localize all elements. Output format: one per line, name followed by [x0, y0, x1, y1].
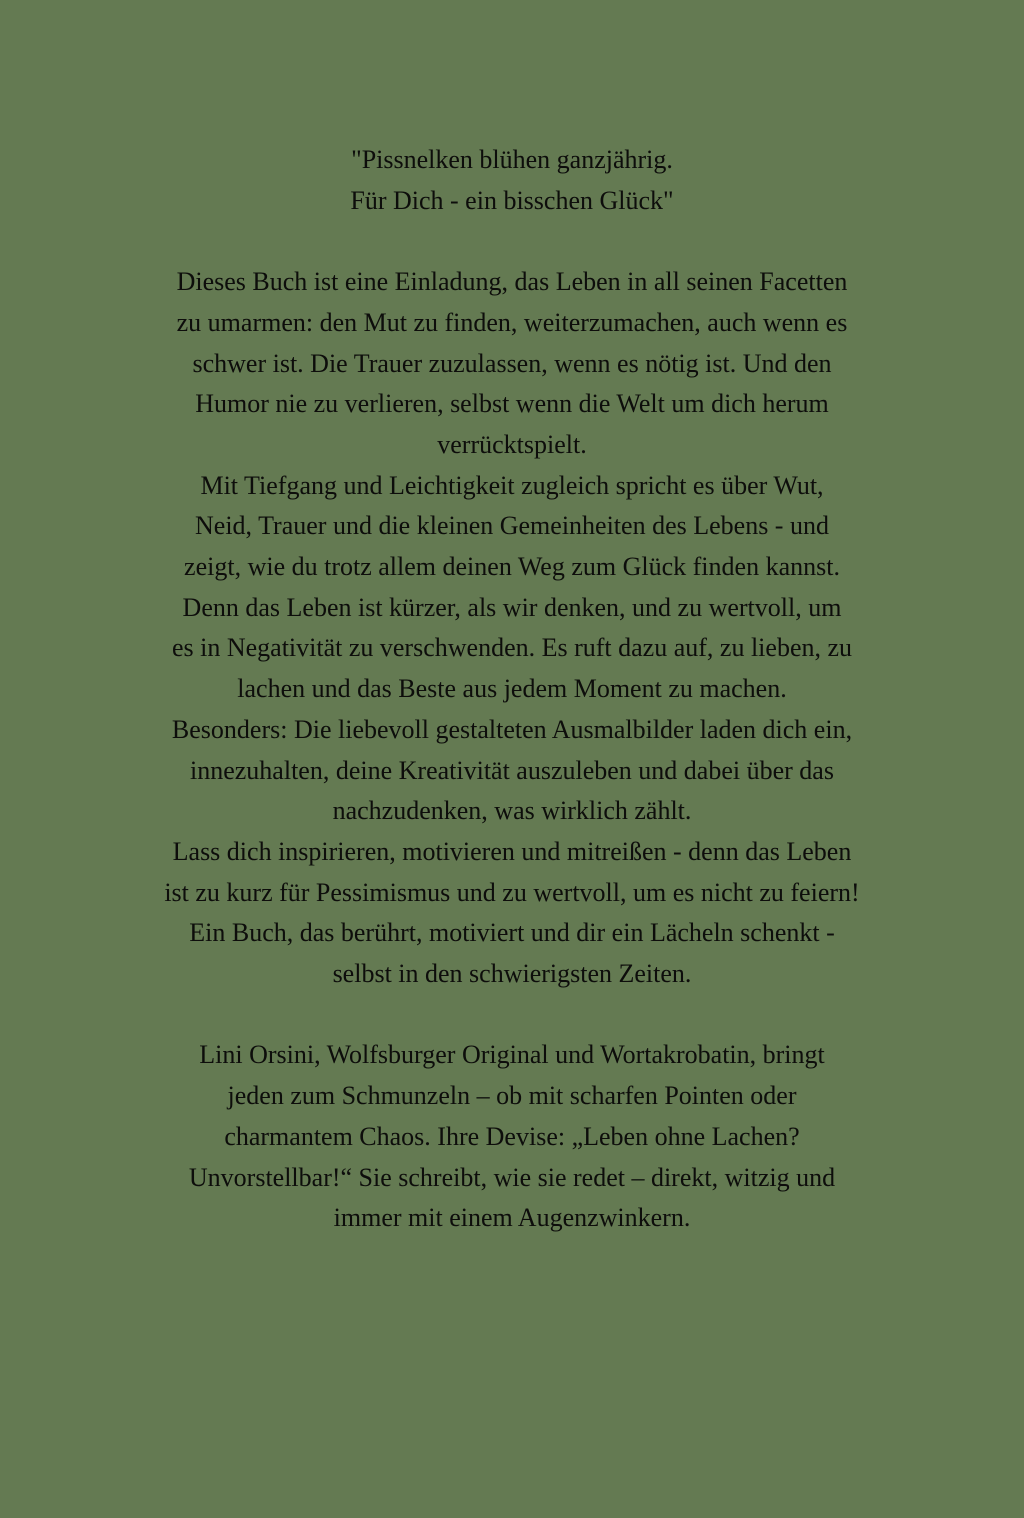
author-bio-line: Lini Orsini, Wolfsburger Original und Wortakrobatin, bringt [199, 1040, 825, 1070]
description-line: Denn das Leben ist kürzer, als wir denken, und zu wertvoll, um [182, 592, 842, 622]
paragraph-spacer [62, 221, 962, 262]
author-bio-line: charmantem Chaos. Ihre Devise: „Leben ohne Lachen? [224, 1121, 800, 1151]
description-line: nachzudenken, was wirklich zählt. [332, 796, 692, 826]
paragraph-spacer [62, 995, 962, 1036]
description-line: Mit Tiefgang und Leichtigkeit zugleich spricht es über Wut, [200, 470, 824, 500]
description-line: Humor nie zu verlieren, selbst wenn die Welt um dich herum [195, 389, 829, 419]
author-bio-line: Unvorstellbar!“ Sie schreibt, wie sie redet – direkt, witzig und [188, 1162, 836, 1192]
description-line: es in Negativität zu verschwenden. Es ruft dazu auf, zu lieben, zu [171, 633, 853, 663]
description-line: innezuhalten, deine Kreativität auszuleben und dabei über das [190, 755, 834, 785]
description-line: Dieses Buch ist eine Einladung, das Leben in all seinen Facetten [176, 267, 848, 297]
quote-section [62, 140, 962, 221]
description-line: Besonders: Die liebevoll gestalteten Ausmalbilder laden dich ein, [171, 714, 853, 744]
description-line: Lass dich inspirieren, motivieren und mitreißen - denn das Leben [172, 836, 852, 866]
description-line: ist zu kurz für Pessimismus und zu wertvoll, um es nicht zu feiern! [164, 877, 860, 907]
description-line: schwer ist. Die Trauer zuzulassen, wenn es nötig ist. Und den [192, 348, 832, 378]
description-line: selbst in den schwierigsten Zeiten. [332, 959, 692, 989]
cover-text-block [62, 140, 962, 1239]
quote-line: "Pissnelken blühen ganzjährig. [351, 145, 673, 174]
description-section [62, 262, 962, 995]
description-line: zu umarmen: den Mut zu finden, weiterzumachen, auch wenn es [176, 307, 848, 337]
description-line: zeigt, wie du trotz allem deinen Weg zum Glück finden kannst. [184, 552, 840, 582]
description-line: lachen und das Beste aus jedem Moment zu machen. [237, 674, 787, 704]
description-line: Ein Buch, das berührt, motiviert und dir ein Lächeln schenkt - [189, 918, 835, 948]
author-bio-section [62, 1035, 962, 1239]
quote-line: Für Dich - ein bisschen Glück" [350, 185, 674, 215]
author-bio-line: jeden zum Schmunzeln – ob mit scharfen Pointen oder [227, 1081, 797, 1111]
description-line: verrücktspielt. [437, 429, 587, 459]
description-line: Neid, Trauer und die kleinen Gemeinheiten des Lebens - und [195, 511, 829, 541]
author-bio-line: immer mit einem Augenzwinkern. [333, 1203, 691, 1233]
